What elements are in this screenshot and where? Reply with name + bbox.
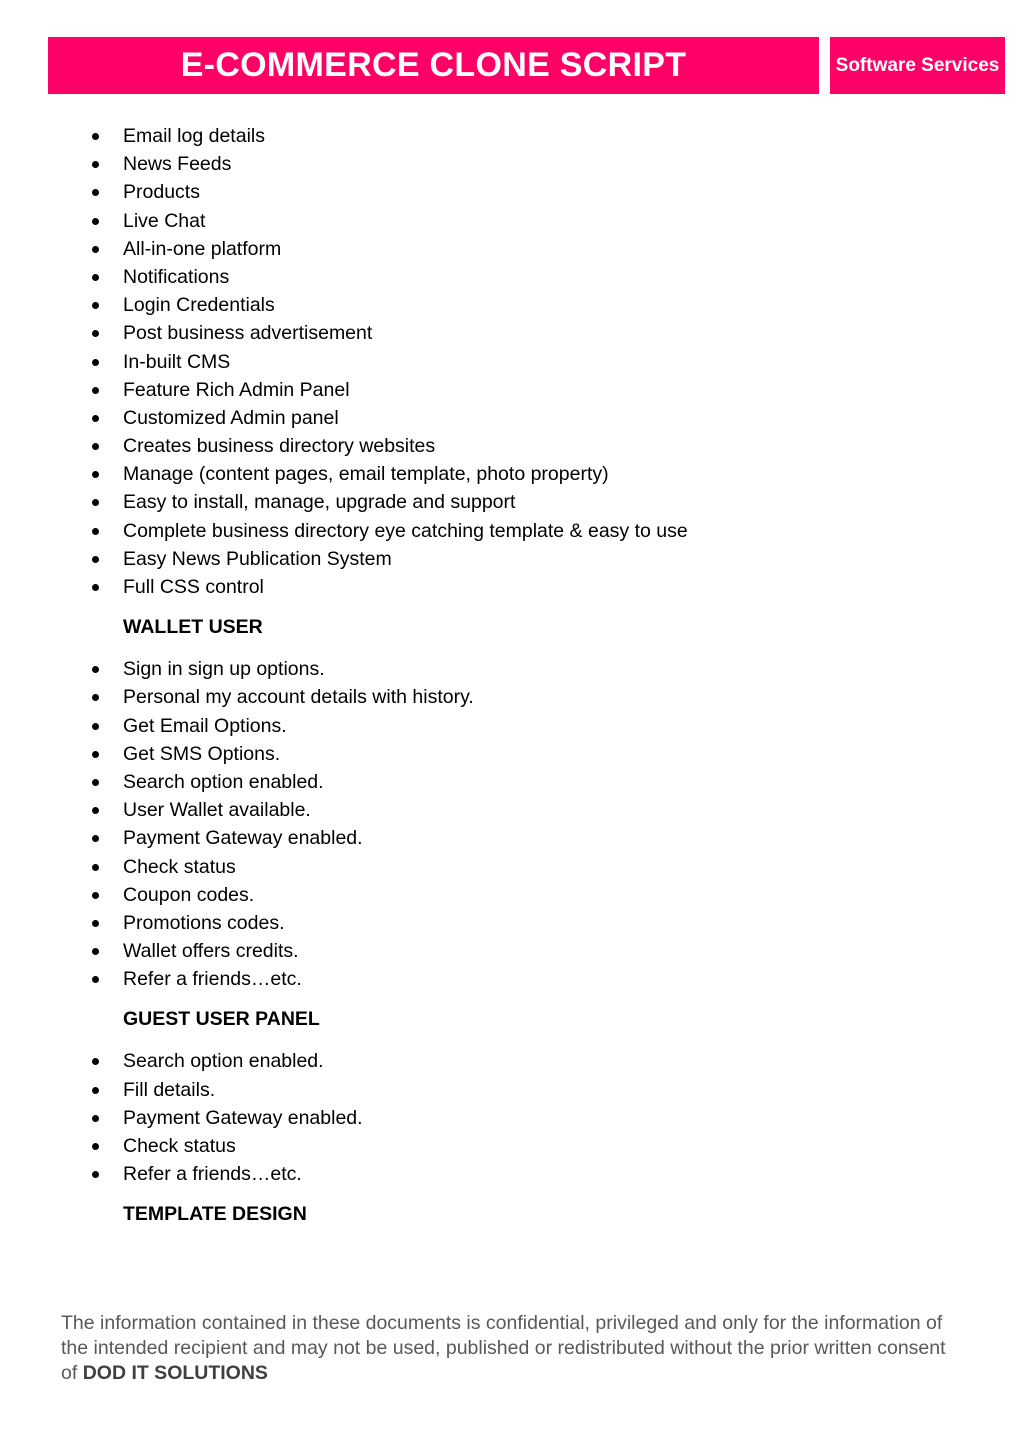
guest-user-list [0,1047,1024,1188]
list-item: Search option enabled. [0,768,1024,796]
list-item: Easy News Publication System [0,545,1024,573]
list-item: Easy to install, manage, upgrade and support [0,488,1024,516]
footer-text: The information contained in these documents is confidential, privileged and only for the information of the intended recipient and may not be used, published or redistributed without the prior written consent of [61,1312,946,1384]
list-item: Creates business directory websites [0,432,1024,460]
list-item: Get Email Options. [0,712,1024,740]
list-item: Email log details [0,122,1024,150]
list-item: Refer a friends…etc. [0,1160,1024,1188]
list-item: Fill details. [0,1076,1024,1104]
confidentiality-footer [61,1311,961,1386]
list-item: News Feeds [0,150,1024,178]
list-item: Notifications [0,263,1024,291]
main-content [0,122,1024,1242]
list-item: Search option enabled. [0,1047,1024,1075]
list-item: Payment Gateway enabled. [0,824,1024,852]
list-item: Payment Gateway enabled. [0,1104,1024,1132]
list-item: Post business advertisement [0,319,1024,347]
list-item: Sign in sign up options. [0,655,1024,683]
footer-company: DOD IT SOLUTIONS [82,1362,268,1384]
list-item: Feature Rich Admin Panel [0,376,1024,404]
list-item: In-built CMS [0,348,1024,376]
guest-user-heading: GUEST USER PANEL [123,1008,320,1031]
list-item: Get SMS Options. [0,740,1024,768]
list-item: Personal my account details with history. [0,683,1024,711]
wallet-user-list [0,655,1024,993]
list-item: Check status [0,1132,1024,1160]
header-badge [830,37,1005,94]
list-item: All-in-one platform [0,235,1024,263]
badge-label: Software Services [835,54,1000,76]
list-item: Live Chat [0,207,1024,235]
template-design-heading: TEMPLATE DESIGN [123,1203,307,1226]
list-item: Coupon codes. [0,881,1024,909]
wallet-user-heading: WALLET USER [123,616,263,639]
list-item: Check status [0,853,1024,881]
list-item: Products [0,178,1024,206]
list-item: User Wallet available. [0,796,1024,824]
page-title: E-COMMERCE CLONE SCRIPT [180,46,687,84]
list-item: Full CSS control [0,573,1024,601]
list-item: Refer a friends…etc. [0,965,1024,993]
list-item: Login Credentials [0,291,1024,319]
header-banner [48,37,819,94]
list-item: Complete business directory eye catching template & easy to use [0,517,1024,545]
list-item: Promotions codes. [0,909,1024,937]
list-item: Wallet offers credits. [0,937,1024,965]
features-list [0,122,1024,601]
list-item: Manage (content pages, email template, photo property) [0,460,1024,488]
list-item: Customized Admin panel [0,404,1024,432]
